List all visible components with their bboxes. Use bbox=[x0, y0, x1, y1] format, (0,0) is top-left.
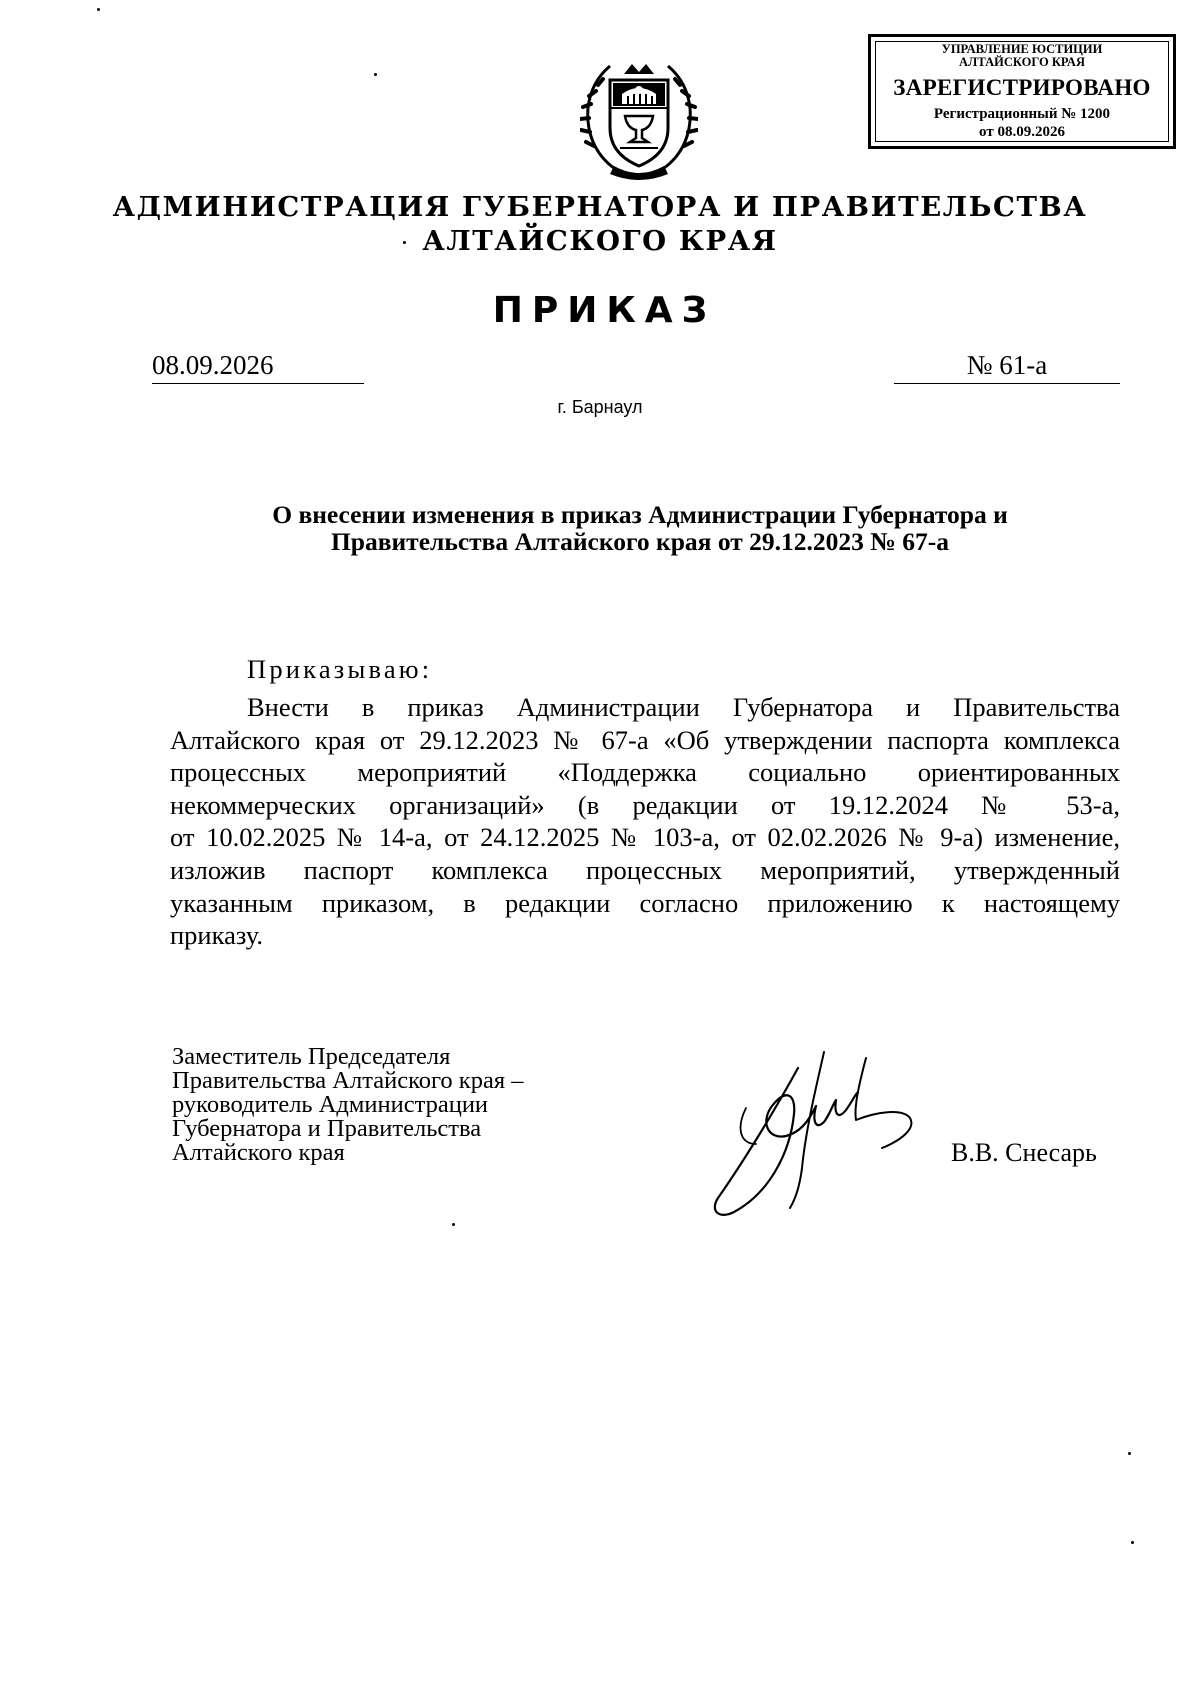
coat-of-arms-icon bbox=[580, 54, 698, 180]
issuing-authority-line1: АДМИНИСТРАЦИЯ ГУБЕРНАТОРА И ПРАВИТЕЛЬСТВА bbox=[112, 191, 1088, 223]
body-line: изложив паспорт комплекса процессных мероприятий, утвержденный bbox=[170, 854, 1120, 885]
body-line: Внести в приказ Администрации Губернатора и Правительства bbox=[247, 692, 1120, 722]
stamp-organization: УПРАВЛЕНИЕ ЮСТИЦИИ АЛТАЙСКОГО КРАЯ bbox=[941, 42, 1103, 69]
signatory-position-line: Заместитель Председателя bbox=[172, 1043, 451, 1070]
issuing-authority bbox=[0, 190, 1200, 258]
signatory-position bbox=[172, 1045, 523, 1165]
order-subject-line1: О внесении изменения в приказ Администрации Губернатора и bbox=[272, 500, 1008, 529]
order-date: 08.09.2026 bbox=[152, 350, 364, 384]
scan-speck bbox=[97, 8, 100, 11]
body-line: некоммерческих организаций» (в редакции от 19.12.2024 № 53-а, bbox=[170, 789, 1120, 820]
stamp-registration bbox=[871, 105, 1173, 141]
signatory-position-line: Алтайского края bbox=[172, 1139, 345, 1166]
signatory-position-line: Губернатора и Правительства bbox=[172, 1115, 482, 1142]
stamp-registration-number: Регистрационный № 1200 bbox=[933, 106, 1111, 122]
stamp-registration-date: от 08.09.2026 bbox=[979, 124, 1065, 140]
stamp-status: ЗАРЕГИСТРИРОВАНО bbox=[893, 75, 1151, 100]
body-line: указанным приказом, в редакции согласно приложению к настоящему bbox=[170, 887, 1120, 918]
scan-speck bbox=[1128, 1452, 1131, 1455]
order-number: № 61-а bbox=[894, 350, 1120, 384]
signer-name: В.В. Снесарь bbox=[951, 1138, 1097, 1167]
order-verb: Приказываю: bbox=[247, 654, 433, 684]
signatory-position-line: Правительства Алтайского края – bbox=[172, 1067, 524, 1094]
registration-stamp bbox=[868, 34, 1176, 149]
order-subject-line2: Правительства Алтайского края от 29.12.2023 № 67-а bbox=[330, 527, 950, 556]
issuing-authority-line2: АЛТАЙСКОГО КРАЯ bbox=[422, 225, 778, 257]
place-of-issue: г. Барнаул bbox=[557, 397, 643, 417]
scan-speck bbox=[1131, 1541, 1134, 1544]
document-type: ПРИКАЗ bbox=[492, 290, 717, 331]
scan-speck bbox=[403, 241, 406, 244]
body-line: Алтайского края от 29.12.2023 № 67-а «Об утверждении паспорта комплекса bbox=[170, 724, 1120, 755]
handwritten-signature-icon bbox=[706, 1048, 926, 1220]
signatory-position-line: руководитель Администрации bbox=[172, 1091, 489, 1118]
order-body bbox=[170, 691, 1120, 952]
body-line: процессных мероприятий «Поддержка социально ориентированных bbox=[170, 757, 1120, 788]
scan-speck bbox=[452, 1223, 455, 1226]
body-line: от 10.02.2025 № 14-а, от 24.12.2025 № 103-а, от 02.02.2026 № 9-а) изменение, bbox=[170, 822, 1120, 853]
body-line: приказу. bbox=[170, 920, 263, 951]
scan-speck bbox=[374, 73, 377, 76]
order-subject bbox=[210, 501, 1070, 555]
